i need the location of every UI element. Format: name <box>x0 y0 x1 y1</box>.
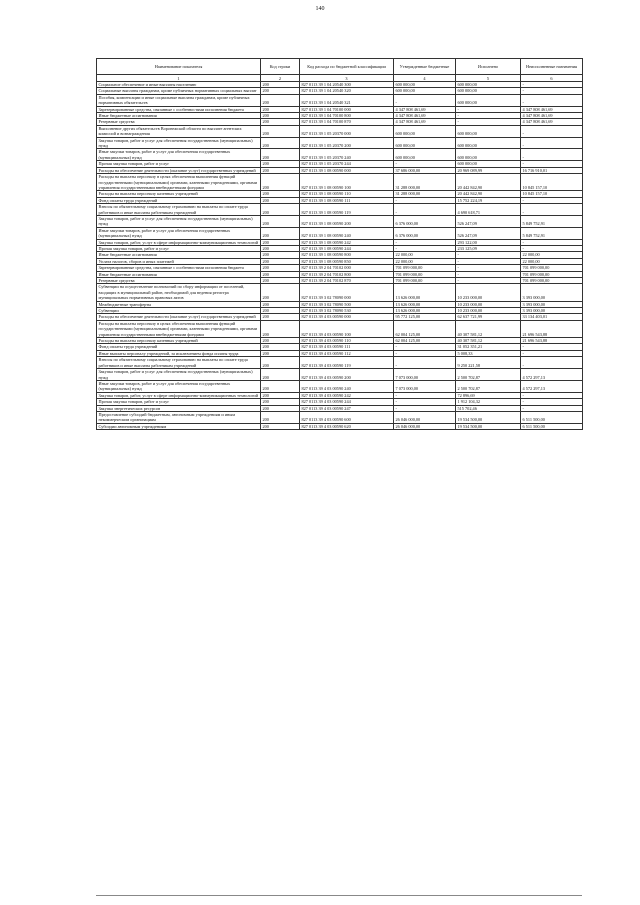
row-approved: 701 099 000,00 <box>394 278 456 284</box>
header-approved: Утвержденные бюджетные <box>394 59 456 75</box>
row-budget-code: 827 0113 39 1 04 70100 800 <box>300 113 394 119</box>
row-name: Расходы на выплаты персоналу казенных учреждений <box>97 191 261 197</box>
row-budget-code: 827 0113 39 1 05 20370 000 <box>300 125 394 137</box>
row-name: Закупка товаров, работ, услуг в сфере информационно-коммуникационных технологий <box>97 392 261 398</box>
row-remaining: 4 347 808 461,69 <box>521 113 583 119</box>
row-executed: 600 000,00 <box>456 161 521 167</box>
row-name: Иные бюджетные ассигнования <box>97 271 261 277</box>
row-remaining: 21 696 543,88 <box>521 320 583 337</box>
header-budget-code: Код расхода по бюджетной классификации <box>300 59 394 75</box>
row-remaining: - <box>521 399 583 405</box>
row-remaining: - <box>521 392 583 398</box>
row-remaining: - <box>521 350 583 356</box>
table-row <box>97 149 583 161</box>
row-line-code: 200 <box>261 191 300 197</box>
row-approved: 13 626 000,00 <box>394 284 456 301</box>
row-budget-code: 827 0113 39 1 08 00590 240 <box>300 227 394 239</box>
row-name: Закупка товаров, работ и услуг для обеспечения государственных (муниципальных) нужд <box>97 215 261 227</box>
row-line-code: 200 <box>261 301 300 307</box>
row-name: Взносы по обязательному социальному страхованию на выплаты по оплате труда работников и иные выплаты работникам учреждений <box>97 204 261 216</box>
row-approved: 37 686 000,00 <box>394 167 456 173</box>
header-line-code: Код строки <box>261 59 300 75</box>
row-line-code: 200 <box>261 106 300 112</box>
row-name: Выполнение других обязательств Воронежской области по выплате агентских комиссий и вознаграждения <box>97 125 261 137</box>
row-budget-code: 827 0113 39 1 05 20370 244 <box>300 161 394 167</box>
row-line-code: 200 <box>261 314 300 320</box>
table-row <box>97 204 583 216</box>
row-name: Резервные средства <box>97 278 261 284</box>
row-remaining: - <box>521 82 583 88</box>
row-budget-code: 827 0113 39 4 03 00590 242 <box>300 392 394 398</box>
budget-execution-table <box>96 58 583 430</box>
row-line-code: 200 <box>261 227 300 239</box>
row-executed: 62 637 721,99 <box>456 314 521 320</box>
header-name: Наименование показателя <box>97 59 261 75</box>
row-name: Расходы на выплаты персоналу в целях обеспечения выполнения функций государственными (муниципальными) органами, казенными учреждениями, органами управления государственными внебюджетными фондами <box>97 174 261 191</box>
column-index: 1 <box>97 75 261 82</box>
row-name: Прочая закупка товаров, работ и услуг <box>97 161 261 167</box>
row-executed: 600 000,00 <box>456 82 521 88</box>
row-line-code: 200 <box>261 197 300 203</box>
row-name: Расходы на обеспечение деятельности (оказание услуг) государственных учреждений <box>97 314 261 320</box>
row-line-code: 200 <box>261 344 300 350</box>
row-budget-code: 827 0113 39 4 03 00590 240 <box>300 380 394 392</box>
row-executed: - <box>456 119 521 125</box>
row-name: Взносы по обязательному социальному страхованию на выплаты по оплате труда работников и иные выплаты работникам учреждений <box>97 357 261 369</box>
row-line-code: 200 <box>261 88 300 94</box>
row-budget-code: 827 0113 39 4 03 00590 200 <box>300 369 394 381</box>
row-remaining: - <box>521 137 583 149</box>
row-name: Субвенции на осуществление полномочий по сбору информации от поселений, входящих в муниципальный район, необходимой для ведения регистра муниципальных нормативных правовых актов <box>97 284 261 301</box>
row-remaining: 3 393 000,00 <box>521 301 583 307</box>
row-remaining: - <box>521 88 583 94</box>
table-row <box>97 411 583 423</box>
table-row <box>97 227 583 239</box>
row-approved: 4 347 808 461,69 <box>394 119 456 125</box>
row-budget-code: 827 0113 39 1 08 00590 200 <box>300 215 394 227</box>
row-executed: 19 534 500,00 <box>456 411 521 423</box>
row-executed: 10 233 000,00 <box>456 308 521 314</box>
row-name: Закупка товаров, работ и услуг для обеспечения государственных (муниципальных) нужд <box>97 137 261 149</box>
row-approved: 26 046 000,00 <box>394 411 456 423</box>
row-approved: 26 046 000,00 <box>394 423 456 429</box>
row-executed: 5 008,33 <box>456 350 521 356</box>
row-budget-code: 827 0113 39 1 05 20370 200 <box>300 137 394 149</box>
row-line-code: 200 <box>261 94 300 106</box>
row-approved: 4 347 808 461,69 <box>394 106 456 112</box>
row-executed: 9 250 221,58 <box>456 357 521 369</box>
row-line-code: 200 <box>261 204 300 216</box>
row-name: Расходы на обеспечение деятельности (оказание услуг) государственных учреждений <box>97 167 261 173</box>
row-approved: - <box>394 204 456 216</box>
row-executed: 526 247,09 <box>456 227 521 239</box>
row-name: Иные выплаты персоналу учреждений, за исключением фонда оплаты труда <box>97 350 261 356</box>
column-index: 2 <box>261 75 300 82</box>
header-executed: Исполнено <box>456 59 521 75</box>
row-approved: - <box>394 239 456 245</box>
row-executed: 2 500 702,87 <box>456 369 521 381</box>
row-line-code: 200 <box>261 82 300 88</box>
header-remaining: Неисполненные назначения <box>521 59 583 75</box>
row-remaining: - <box>521 197 583 203</box>
row-name: Пособия, компенсации и иные социальные выплаты гражданам, кроме публичных нормативных обязательств <box>97 94 261 106</box>
row-line-code: 200 <box>261 174 300 191</box>
row-name: Социальные выплаты гражданам, кроме публичных нормативных социальных выплат <box>97 88 261 94</box>
row-budget-code: 827 0113 39 1 08 00590 244 <box>300 245 394 251</box>
row-line-code: 200 <box>261 265 300 271</box>
row-executed: - <box>456 265 521 271</box>
row-remaining: - <box>521 204 583 216</box>
row-executed: 600 000,00 <box>456 94 521 106</box>
row-approved: 62 004 125,00 <box>394 320 456 337</box>
row-line-code: 200 <box>261 423 300 429</box>
table-row <box>97 215 583 227</box>
row-approved: 701 099 000,00 <box>394 265 456 271</box>
row-executed: - <box>456 252 521 258</box>
row-line-code: 200 <box>261 252 300 258</box>
row-name: Расходы на выплаты персоналу казенных учреждений <box>97 338 261 344</box>
row-line-code: 200 <box>261 392 300 398</box>
table-row <box>97 284 583 301</box>
table-row <box>97 380 583 392</box>
row-remaining: 5 849 752,91 <box>521 227 583 239</box>
column-index-row <box>97 75 583 82</box>
row-line-code: 200 <box>261 369 300 381</box>
row-executed: 2 500 702,87 <box>456 380 521 392</box>
row-approved: 4 347 808 461,69 <box>394 113 456 119</box>
row-budget-code: 827 0113 39 4 03 00590 247 <box>300 405 394 411</box>
row-approved: - <box>394 197 456 203</box>
row-line-code: 200 <box>261 350 300 356</box>
row-budget-code: 827 0113 39 1 08 00590 119 <box>300 204 394 216</box>
row-name: Закупка товаров, работ и услуг для обеспечения государственных (муниципальных) нужд <box>97 369 261 381</box>
row-approved: 62 004 125,00 <box>394 338 456 344</box>
row-remaining: 10 845 157,10 <box>521 174 583 191</box>
row-remaining: 3 393 000,00 <box>521 308 583 314</box>
row-budget-code: 827 0113 39 2 04 70102 800 <box>300 271 394 277</box>
row-executed: 233 125,09 <box>456 245 521 251</box>
row-executed: 600 000,00 <box>456 149 521 161</box>
row-budget-code: 827 0113 39 4 03 00590 112 <box>300 350 394 356</box>
row-line-code: 200 <box>261 411 300 423</box>
row-remaining: 33 134 403,01 <box>521 314 583 320</box>
table-row <box>97 320 583 337</box>
row-approved: 600 000,00 <box>394 82 456 88</box>
row-budget-code: 827 0113 39 4 03 00590 119 <box>300 357 394 369</box>
row-budget-code: 827 0113 39 4 03 00590 111 <box>300 344 394 350</box>
row-line-code: 200 <box>261 308 300 314</box>
row-remaining: 22 000,00 <box>521 252 583 258</box>
row-executed: 293 122,00 <box>456 239 521 245</box>
row-executed: 10 233 000,00 <box>456 301 521 307</box>
row-line-code: 200 <box>261 284 300 301</box>
row-line-code: 200 <box>261 239 300 245</box>
row-approved: 600 000,00 <box>394 88 456 94</box>
row-budget-code: 827 0113 39 1 08 00590 000 <box>300 167 394 173</box>
row-line-code: 200 <box>261 167 300 173</box>
row-budget-code: 827 0113 39 1 04 70100 000 <box>300 106 394 112</box>
column-index: 5 <box>456 75 521 82</box>
row-budget-code: 827 0113 39 3 02 78090 530 <box>300 308 394 314</box>
row-executed: - <box>456 258 521 264</box>
row-approved: 600 000,00 <box>394 125 456 137</box>
row-remaining: - <box>521 357 583 369</box>
page-bottom-rule <box>96 895 582 896</box>
row-line-code: 200 <box>261 258 300 264</box>
row-approved: 600 000,00 <box>394 137 456 149</box>
row-name: Субвенции <box>97 308 261 314</box>
table-row <box>97 357 583 369</box>
row-line-code: 200 <box>261 215 300 227</box>
table-row <box>97 174 583 191</box>
row-name: Субсидии автономным учреждениям <box>97 423 261 429</box>
row-budget-code: 827 0113 39 1 08 00590 111 <box>300 197 394 203</box>
row-name: Фонд оплаты труда учреждений <box>97 344 261 350</box>
row-executed: 72 896,69 <box>456 392 521 398</box>
row-line-code: 200 <box>261 161 300 167</box>
row-budget-code: 827 0113 39 4 03 00590 244 <box>300 399 394 405</box>
table-row <box>97 125 583 137</box>
row-name: Иные закупки товаров, работ и услуг для обеспечения государственных (муниципальных) нужд <box>97 227 261 239</box>
row-remaining: 6 511 500,00 <box>521 411 583 423</box>
row-remaining: - <box>521 161 583 167</box>
row-name: Межбюджетные трансферты <box>97 301 261 307</box>
row-executed: 4 690 618,71 <box>456 204 521 216</box>
row-line-code: 200 <box>261 149 300 161</box>
row-line-code: 200 <box>261 271 300 277</box>
row-budget-code: 827 0113 39 4 03 00590 000 <box>300 314 394 320</box>
row-remaining: 5 849 752,91 <box>521 215 583 227</box>
row-budget-code: 827 0113 39 1 08 00590 800 <box>300 252 394 258</box>
page-number: 140 <box>315 6 325 12</box>
row-remaining: - <box>521 125 583 137</box>
row-executed: - <box>456 106 521 112</box>
row-executed: 600 000,00 <box>456 88 521 94</box>
row-name: Прочая закупка товаров, работ и услуг <box>97 245 261 251</box>
column-index: 3 <box>300 75 394 82</box>
row-name: Социальное обеспечение и иные выплаты населению <box>97 82 261 88</box>
row-approved: 701 099 000,00 <box>394 271 456 277</box>
row-budget-code: 827 0113 39 1 04 20540 320 <box>300 88 394 94</box>
row-approved: 6 376 000,00 <box>394 227 456 239</box>
row-name: Иные бюджетные ассигнования <box>97 113 261 119</box>
row-remaining: 21 696 543,88 <box>521 338 583 344</box>
row-name: Прочая закупка товаров, работ и услуг <box>97 399 261 405</box>
table-row <box>97 369 583 381</box>
row-line-code: 200 <box>261 357 300 369</box>
row-executed: 19 534 500,00 <box>456 423 521 429</box>
row-executed: 40 307 581,12 <box>456 320 521 337</box>
row-approved: - <box>394 357 456 369</box>
row-budget-code: 827 0113 39 2 04 70102 000 <box>300 265 394 271</box>
row-executed: 515 702,46 <box>456 405 521 411</box>
row-executed: 1 912 104,32 <box>456 399 521 405</box>
row-budget-code: 827 0113 39 1 04 20540 321 <box>300 94 394 106</box>
row-budget-code: 827 0113 39 1 04 70100 870 <box>300 119 394 125</box>
row-approved: - <box>394 245 456 251</box>
row-remaining: 701 099 000,00 <box>521 278 583 284</box>
row-name: Иные закупки товаров, работ и услуг для обеспечения государственных (муниципальных) нужд <box>97 380 261 392</box>
row-budget-code: 827 0113 39 1 08 00590 100 <box>300 174 394 191</box>
row-remaining: 3 393 000,00 <box>521 284 583 301</box>
row-approved: 31 288 000,00 <box>394 174 456 191</box>
row-approved: 22 000,00 <box>394 252 456 258</box>
row-line-code: 200 <box>261 320 300 337</box>
row-line-code: 200 <box>261 137 300 149</box>
row-remaining: 16 716 910,01 <box>521 167 583 173</box>
row-budget-code: 827 0113 39 4 03 00590 110 <box>300 338 394 344</box>
row-remaining: - <box>521 149 583 161</box>
row-approved: - <box>394 405 456 411</box>
table-row <box>97 94 583 106</box>
row-budget-code: 827 0113 39 4 03 00590 620 <box>300 423 394 429</box>
row-name: Расходы на выплаты персоналу в целях обеспечения выполнения функций государственными (муниципальными) органами, казенными учреждениями, органами управления государственными внебюджетными фондами <box>97 320 261 337</box>
column-index: 6 <box>521 75 583 82</box>
row-approved: 95 772 125,00 <box>394 314 456 320</box>
row-approved: - <box>394 399 456 405</box>
row-name: Закупка энергетических ресурсов <box>97 405 261 411</box>
table-row <box>97 423 583 429</box>
row-executed: - <box>456 278 521 284</box>
row-remaining: - <box>521 245 583 251</box>
row-executed: 20 442 842,90 <box>456 191 521 197</box>
row-remaining: 6 511 500,00 <box>521 423 583 429</box>
row-line-code: 200 <box>261 278 300 284</box>
row-remaining: 4 572 297,13 <box>521 380 583 392</box>
row-budget-code: 827 0113 39 1 04 20540 300 <box>300 82 394 88</box>
row-approved: - <box>394 350 456 356</box>
row-executed: - <box>456 113 521 119</box>
row-budget-code: 827 0113 39 4 03 00590 600 <box>300 411 394 423</box>
row-name: Зарезервированные средства, связанные с особенностями исполнения бюджета <box>97 106 261 112</box>
column-index: 4 <box>394 75 456 82</box>
row-line-code: 200 <box>261 245 300 251</box>
row-executed: 15 752 224,19 <box>456 197 521 203</box>
row-budget-code: 827 0113 39 1 08 00590 850 <box>300 258 394 264</box>
row-name: Иные закупки товаров, работ и услуг для обеспечения государственных (муниципальных) нужд <box>97 149 261 161</box>
row-remaining: 4 572 297,13 <box>521 369 583 381</box>
row-approved: 7 073 000,00 <box>394 369 456 381</box>
row-executed: 10 233 000,00 <box>456 284 521 301</box>
row-executed: 31 052 351,21 <box>456 344 521 350</box>
row-budget-code: 827 0113 39 4 03 00590 100 <box>300 320 394 337</box>
row-budget-code: 827 0113 39 1 05 20370 240 <box>300 149 394 161</box>
row-line-code: 200 <box>261 380 300 392</box>
row-approved: 7 073 000,00 <box>394 380 456 392</box>
row-remaining: - <box>521 94 583 106</box>
row-line-code: 200 <box>261 119 300 125</box>
row-executed: 20 442 842,90 <box>456 174 521 191</box>
row-line-code: 200 <box>261 399 300 405</box>
row-approved: 6 376 000,00 <box>394 215 456 227</box>
row-remaining: 701 099 000,00 <box>521 271 583 277</box>
table-header-row <box>97 59 583 75</box>
row-line-code: 200 <box>261 125 300 137</box>
row-approved: - <box>394 392 456 398</box>
table-row <box>97 137 583 149</box>
row-name: Иные бюджетные ассигнования <box>97 252 261 258</box>
row-line-code: 200 <box>261 338 300 344</box>
row-approved: 13 626 000,00 <box>394 308 456 314</box>
row-executed: 20 969 089,99 <box>456 167 521 173</box>
row-executed: 600 000,00 <box>456 137 521 149</box>
table-body <box>97 82 583 430</box>
row-budget-code: 827 0113 39 1 08 00590 110 <box>300 191 394 197</box>
row-remaining: 10 845 157,10 <box>521 191 583 197</box>
row-executed: - <box>456 271 521 277</box>
row-name: Предоставление субсидий бюджетным, автономным учреждениям и иным некоммерческим организациям <box>97 411 261 423</box>
row-remaining: 701 099 000,00 <box>521 265 583 271</box>
row-approved: - <box>394 344 456 350</box>
row-name: Уплата налогов, сборов и иных платежей <box>97 258 261 264</box>
row-budget-code: 827 0113 39 2 04 70102 870 <box>300 278 394 284</box>
row-approved: 31 288 000,00 <box>394 191 456 197</box>
row-remaining: - <box>521 405 583 411</box>
row-executed: 600 000,00 <box>456 125 521 137</box>
row-approved: 600 000,00 <box>394 149 456 161</box>
row-remaining: 4 347 808 461,69 <box>521 106 583 112</box>
row-remaining: - <box>521 344 583 350</box>
row-name: Фонд оплаты труда учреждений <box>97 197 261 203</box>
row-approved: 22 000,00 <box>394 258 456 264</box>
row-name: Резервные средства <box>97 119 261 125</box>
row-approved: - <box>394 161 456 167</box>
row-name: Закупка товаров, работ, услуг в сфере информационно-коммуникационных технологий <box>97 239 261 245</box>
row-budget-code: 827 0113 39 1 08 00590 242 <box>300 239 394 245</box>
row-executed: 40 307 581,12 <box>456 338 521 344</box>
row-remaining: 4 347 808 461,69 <box>521 119 583 125</box>
row-budget-code: 827 0113 39 3 02 78090 500 <box>300 301 394 307</box>
row-approved: - <box>394 94 456 106</box>
row-line-code: 200 <box>261 113 300 119</box>
row-approved: 13 626 000,00 <box>394 301 456 307</box>
row-name: Зарезервированные средства, связанные с особенностями исполнения бюджета <box>97 265 261 271</box>
row-line-code: 200 <box>261 405 300 411</box>
row-remaining: 22 000,00 <box>521 258 583 264</box>
row-executed: 526 247,09 <box>456 215 521 227</box>
row-remaining: - <box>521 239 583 245</box>
row-budget-code: 827 0113 39 3 02 78090 000 <box>300 284 394 301</box>
